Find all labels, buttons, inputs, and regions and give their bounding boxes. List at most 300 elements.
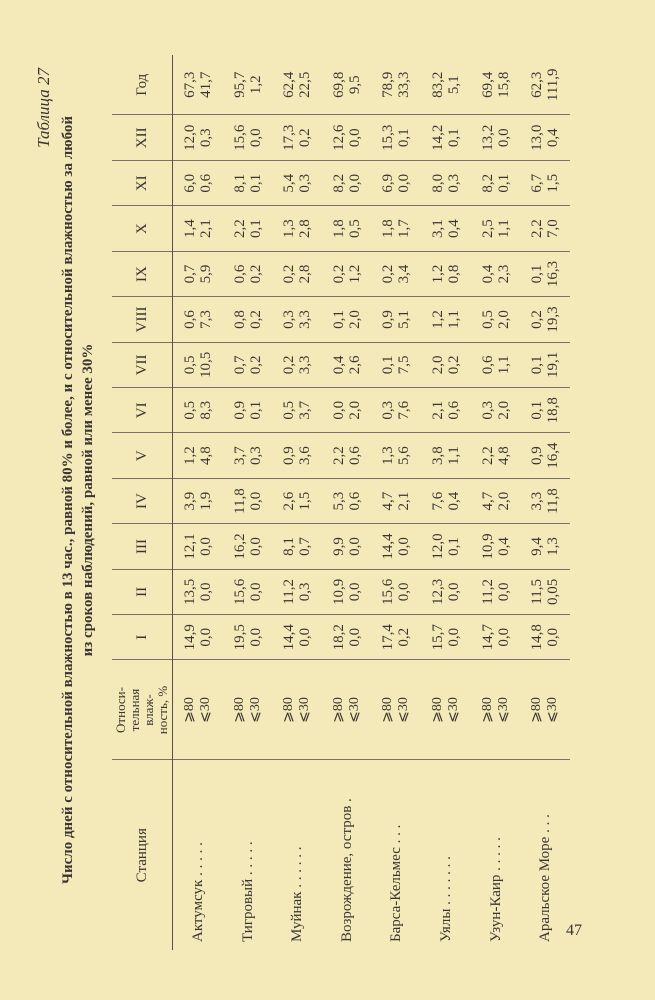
value-ge80: 0,5 <box>181 400 198 420</box>
value-le30: 0,2 <box>445 355 462 375</box>
value-le30: 0,4 <box>545 128 562 148</box>
value-ge80: 10,9 <box>330 578 347 606</box>
header-station: Станция <box>112 760 173 950</box>
station-name: Тигровый . . . . . <box>239 841 256 942</box>
table-row <box>520 55 570 950</box>
value-le30: 1,2 <box>247 75 264 95</box>
value-le30: 0,0 <box>445 582 462 602</box>
value-ge80: 0,7 <box>181 264 198 284</box>
value-ge80: 0,2 <box>529 310 546 329</box>
month-value-cell <box>322 478 372 523</box>
value-le30: 19,1 <box>545 351 562 378</box>
value-le30: 0,0 <box>297 627 314 647</box>
value-ge80: 0,2 <box>281 355 298 375</box>
month-value-cell <box>372 388 422 433</box>
value-ge80: 1,4 <box>181 219 198 239</box>
value-le30: 18,8 <box>545 397 562 424</box>
value-ge80: 11,2 <box>281 579 298 605</box>
value-ge80: 0,6 <box>231 264 248 284</box>
month-value-cell <box>520 161 570 206</box>
month-value-cell <box>471 478 521 523</box>
month-value-cell <box>471 388 521 433</box>
value-ge80: 3,3 <box>529 491 546 511</box>
value-ge80: 8,0 <box>429 173 446 193</box>
value-ge80: 1,3 <box>281 219 298 239</box>
value-le30: 0,4 <box>495 537 512 556</box>
value-le30: 0,1 <box>247 219 264 239</box>
header-month: IV <box>112 478 173 523</box>
station-name: Барса-Кельмес . . . <box>388 824 405 942</box>
value-ge80: 3,9 <box>181 491 198 511</box>
table-row <box>421 55 471 950</box>
month-value-cell <box>223 388 273 433</box>
month-value-cell <box>272 569 322 614</box>
value-ge80: 9,4 <box>529 537 546 556</box>
month-value-cell <box>173 615 223 660</box>
value-le30: 33,3 <box>396 71 413 98</box>
year-value-cell <box>223 55 273 115</box>
month-value-cell <box>421 251 471 296</box>
value-le30: 0,3 <box>297 582 314 602</box>
value-le30: 0,0 <box>445 627 462 647</box>
month-value-cell <box>173 478 223 523</box>
value-le30: 0,2 <box>247 310 264 329</box>
month-value-cell <box>272 161 322 206</box>
value-ge80: 0,2 <box>330 264 347 284</box>
month-value-cell <box>421 433 471 478</box>
header-month: VII <box>112 342 173 387</box>
value-le30: 0,2 <box>247 264 264 284</box>
value-le30: 2,0 <box>346 400 363 420</box>
value-ge80: 0,2 <box>281 264 298 284</box>
value-ge80: 62,3 <box>529 71 546 98</box>
value-le30: 0,7 <box>297 537 314 556</box>
month-value-cell <box>322 206 372 251</box>
year-value-cell <box>372 55 422 115</box>
month-value-cell <box>421 524 471 569</box>
value-ge80: 0,8 <box>231 310 248 329</box>
year-value-cell <box>173 55 223 115</box>
value-ge80: 19,5 <box>231 624 248 651</box>
month-value-cell <box>471 115 521 161</box>
month-value-cell <box>372 433 422 478</box>
value-ge80: 13,0 <box>529 124 546 151</box>
humidity-thresholds: ⩾80 ⩽30 <box>322 660 372 760</box>
value-le30: 1,5 <box>297 491 314 511</box>
value-le30: 7,5 <box>396 355 413 375</box>
month-value-cell <box>272 524 322 569</box>
year-value-cell <box>471 55 521 115</box>
value-le30: 0,6 <box>346 446 363 466</box>
month-value-cell <box>520 206 570 251</box>
station-name: Актумсук . . . . . <box>189 842 206 942</box>
header-month: I <box>112 615 173 660</box>
month-value-cell <box>223 297 273 342</box>
value-ge80: 78,9 <box>380 71 397 98</box>
value-le30: 5,1 <box>396 310 413 329</box>
value-le30: 1,1 <box>495 355 512 375</box>
month-value-cell <box>223 433 273 478</box>
value-ge80: 0,4 <box>479 264 496 284</box>
table-row <box>223 55 273 950</box>
value-ge80: 9,9 <box>330 537 347 556</box>
value-le30: 1,1 <box>495 219 512 239</box>
value-le30: 4,8 <box>197 446 214 466</box>
month-value-cell <box>173 569 223 614</box>
value-ge80: 13,2 <box>479 124 496 151</box>
value-ge80: 12,6 <box>330 124 347 151</box>
month-value-cell <box>272 115 322 161</box>
value-le30: 0,0 <box>197 582 214 602</box>
value-ge80: 14,9 <box>181 624 198 651</box>
value-le30: 0,3 <box>445 173 462 193</box>
value-ge80: 6,9 <box>380 173 397 193</box>
month-value-cell <box>520 388 570 433</box>
station-name: Возрождение, остров . <box>338 798 355 942</box>
value-ge80: 0,9 <box>529 446 546 466</box>
month-value-cell <box>223 161 273 206</box>
value-ge80: 8,1 <box>281 537 298 556</box>
value-le30: 0,0 <box>346 128 363 148</box>
value-ge80: 0,9 <box>281 446 298 466</box>
header-month: IX <box>112 251 173 296</box>
value-le30: 0,0 <box>495 627 512 647</box>
value-le30: 0,0 <box>396 582 413 602</box>
month-value-cell <box>223 524 273 569</box>
humidity-thresholds: ⩾80 ⩽30 <box>372 660 422 760</box>
value-le30: 0,0 <box>247 582 264 602</box>
value-ge80: 8,1 <box>231 173 248 193</box>
value-le30: 0,1 <box>247 173 264 193</box>
month-value-cell <box>372 615 422 660</box>
value-ge80: 3,8 <box>429 446 446 466</box>
title-line-1: Число дней с относительной влажностью в 13 час., равной 80% и более, и с относительной влажностью за любой <box>60 115 76 885</box>
header-humidity: Относи- тельная влаж- ность, % <box>112 660 173 760</box>
value-le30: 2,0 <box>346 310 363 329</box>
month-value-cell <box>421 206 471 251</box>
month-value-cell <box>223 569 273 614</box>
value-ge80: 14,7 <box>479 624 496 651</box>
table-number: Таблица 27 <box>34 68 53 148</box>
value-ge80: 6,7 <box>529 173 546 193</box>
value-ge80: 0,9 <box>231 400 248 420</box>
value-le30: 3,7 <box>297 400 314 420</box>
humidity-thresholds: ⩾80 ⩽30 <box>223 660 273 760</box>
month-value-cell <box>421 569 471 614</box>
month-value-cell <box>173 297 223 342</box>
value-ge80: 4,7 <box>380 491 397 511</box>
month-value-cell <box>520 524 570 569</box>
value-le30: 0,1 <box>396 128 413 148</box>
value-ge80: 0,3 <box>380 400 397 420</box>
value-le30: 16,4 <box>545 442 562 469</box>
value-ge80: 11,2 <box>479 579 496 605</box>
value-ge80: 0,1 <box>529 400 546 420</box>
value-ge80: 5,4 <box>281 173 298 193</box>
month-value-cell <box>173 115 223 161</box>
header-month: VIII <box>112 297 173 342</box>
month-value-cell <box>520 251 570 296</box>
station-name: Узун-Каир . . . . . <box>487 837 504 942</box>
month-value-cell <box>372 524 422 569</box>
value-le30: 0,4 <box>445 219 462 239</box>
month-value-cell <box>471 524 521 569</box>
table-row <box>322 55 372 950</box>
value-le30: 0,0 <box>396 173 413 193</box>
header-row <box>112 55 173 950</box>
value-le30: 0,0 <box>495 582 512 602</box>
month-value-cell <box>421 615 471 660</box>
month-value-cell <box>223 342 273 387</box>
humidity-thresholds: ⩾80 ⩽30 <box>520 660 570 760</box>
value-le30: 0,0 <box>495 128 512 148</box>
value-ge80: 0,1 <box>529 264 546 284</box>
month-value-cell <box>173 433 223 478</box>
value-le30: 0,6 <box>197 173 214 193</box>
value-ge80: 2,2 <box>330 446 347 466</box>
value-le30: 3,4 <box>396 264 413 284</box>
value-ge80: 1,2 <box>429 310 446 329</box>
month-value-cell <box>520 115 570 161</box>
value-le30: 2,8 <box>297 264 314 284</box>
value-ge80: 14,4 <box>380 533 397 560</box>
value-le30: 2,8 <box>297 219 314 239</box>
month-value-cell <box>223 206 273 251</box>
title-line-2: из сроков наблюдений, равной или менее 30% <box>80 343 96 657</box>
month-value-cell <box>272 478 322 523</box>
header-year: Год <box>112 55 173 115</box>
month-value-cell <box>520 615 570 660</box>
value-ge80: 1,2 <box>429 264 446 284</box>
value-ge80: 15,6 <box>380 578 397 606</box>
value-ge80: 11,5 <box>529 579 546 605</box>
month-value-cell <box>520 342 570 387</box>
month-value-cell <box>372 478 422 523</box>
month-value-cell <box>520 297 570 342</box>
month-value-cell <box>223 115 273 161</box>
month-value-cell <box>471 161 521 206</box>
table-row <box>372 55 422 950</box>
value-ge80: 10,9 <box>479 533 496 560</box>
year-value-cell <box>520 55 570 115</box>
month-value-cell <box>471 206 521 251</box>
year-value-cell <box>421 55 471 115</box>
value-ge80: 2,2 <box>479 446 496 466</box>
value-le30: 1,1 <box>445 446 462 466</box>
month-value-cell <box>322 161 372 206</box>
month-value-cell <box>322 388 372 433</box>
value-le30: 0,3 <box>297 173 314 193</box>
month-value-cell <box>520 569 570 614</box>
value-le30: 3,3 <box>297 310 314 329</box>
page-number: 47 <box>566 922 582 939</box>
month-value-cell <box>520 478 570 523</box>
value-le30: 0,0 <box>545 627 562 647</box>
month-value-cell <box>272 251 322 296</box>
value-le30: 0,2 <box>297 128 314 148</box>
table-row <box>272 55 322 950</box>
humidity-table <box>112 55 570 950</box>
month-value-cell <box>223 478 273 523</box>
value-le30: 0,0 <box>197 627 214 647</box>
month-value-cell <box>322 115 372 161</box>
value-ge80: 0,5 <box>479 310 496 329</box>
value-ge80: 0,5 <box>281 400 298 420</box>
value-le30: 0,6 <box>346 491 363 511</box>
value-le30: 0,05 <box>545 578 562 606</box>
value-ge80: 69,8 <box>330 71 347 98</box>
month-value-cell <box>421 115 471 161</box>
header-month: XII <box>112 115 173 161</box>
value-ge80: 69,4 <box>479 71 496 98</box>
month-value-cell <box>173 524 223 569</box>
value-ge80: 1,8 <box>330 219 347 239</box>
humidity-thresholds: ⩾80 ⩽30 <box>471 660 521 760</box>
month-value-cell <box>421 161 471 206</box>
month-value-cell <box>471 615 521 660</box>
value-le30: 41,7 <box>197 71 214 98</box>
value-le30: 0,1 <box>495 173 512 193</box>
value-le30: 1,2 <box>346 264 363 284</box>
value-le30: 5,9 <box>197 264 214 284</box>
value-ge80: 67,3 <box>181 71 198 98</box>
value-ge80: 0,9 <box>380 310 397 329</box>
value-le30: 0,0 <box>346 537 363 556</box>
header-month: II <box>112 569 173 614</box>
value-le30: 0,6 <box>445 400 462 420</box>
value-ge80: 3,1 <box>429 219 446 239</box>
value-ge80: 62,4 <box>281 71 298 98</box>
month-value-cell <box>322 251 372 296</box>
year-value-cell <box>322 55 372 115</box>
month-value-cell <box>173 206 223 251</box>
value-le30: 1,3 <box>545 537 562 556</box>
value-ge80: 8,2 <box>479 173 496 193</box>
month-value-cell <box>471 297 521 342</box>
header-month: X <box>112 206 173 251</box>
value-le30: 2,3 <box>495 264 512 284</box>
month-value-cell <box>272 388 322 433</box>
month-value-cell <box>471 433 521 478</box>
month-value-cell <box>372 251 422 296</box>
value-le30: 0,1 <box>247 400 264 420</box>
month-value-cell <box>471 251 521 296</box>
value-ge80: 1,8 <box>380 219 397 239</box>
value-le30: 0,0 <box>247 627 264 647</box>
value-ge80: 2,2 <box>529 219 546 239</box>
value-le30: 1,1 <box>445 310 462 329</box>
value-le30: 0,8 <box>445 264 462 284</box>
month-value-cell <box>322 615 372 660</box>
value-ge80: 0,3 <box>479 400 496 420</box>
month-value-cell <box>322 433 372 478</box>
month-value-cell <box>372 206 422 251</box>
month-value-cell <box>471 569 521 614</box>
value-le30: 0,1 <box>445 128 462 148</box>
value-le30: 0,2 <box>247 355 264 375</box>
value-le30: 7,0 <box>545 219 562 239</box>
value-ge80: 12,0 <box>181 124 198 151</box>
value-ge80: 8,2 <box>330 173 347 193</box>
month-value-cell <box>372 569 422 614</box>
value-ge80: 14,8 <box>529 624 546 651</box>
humidity-thresholds: ⩾80 ⩽30 <box>173 660 223 760</box>
value-le30: 16,3 <box>545 260 562 288</box>
value-le30: 0,0 <box>247 537 264 556</box>
value-ge80: 15,7 <box>429 624 446 651</box>
month-value-cell <box>272 433 322 478</box>
value-ge80: 2,5 <box>479 219 496 239</box>
month-value-cell <box>372 161 422 206</box>
value-le30: 11,8 <box>545 488 562 514</box>
value-le30: 111,9 <box>545 68 562 102</box>
value-ge80: 2,6 <box>281 491 298 511</box>
value-le30: 2,1 <box>396 491 413 511</box>
humidity-thresholds: ⩾80 ⩽30 <box>421 660 471 760</box>
value-ge80: 17,4 <box>380 624 397 651</box>
value-ge80: 2,2 <box>231 219 248 239</box>
value-ge80: 16,2 <box>231 533 248 560</box>
value-ge80: 0,7 <box>231 355 248 375</box>
month-value-cell <box>520 433 570 478</box>
month-value-cell <box>322 569 372 614</box>
value-ge80: 0,1 <box>330 310 347 329</box>
value-le30: 0,0 <box>247 128 264 148</box>
value-le30: 2,1 <box>197 219 214 239</box>
month-value-cell <box>421 478 471 523</box>
value-ge80: 4,7 <box>479 491 496 511</box>
value-ge80: 5,3 <box>330 491 347 511</box>
value-ge80: 13,5 <box>181 578 198 606</box>
value-ge80: 0,6 <box>479 355 496 375</box>
year-value-cell <box>272 55 322 115</box>
value-le30: 1,9 <box>197 491 214 511</box>
month-value-cell <box>272 342 322 387</box>
value-ge80: 0,1 <box>380 355 397 375</box>
value-le30: 2,6 <box>346 355 363 375</box>
header-month: III <box>112 524 173 569</box>
value-le30: 0,0 <box>346 173 363 193</box>
value-le30: 10,5 <box>197 351 214 378</box>
month-value-cell <box>272 297 322 342</box>
value-ge80: 2,0 <box>429 355 446 375</box>
value-le30: 0,0 <box>346 627 363 647</box>
value-ge80: 18,2 <box>330 624 347 651</box>
value-le30: 15,8 <box>495 71 512 98</box>
value-ge80: 2,1 <box>429 400 446 420</box>
value-ge80: 0,1 <box>529 355 546 375</box>
value-ge80: 0,3 <box>281 310 298 329</box>
month-value-cell <box>322 342 372 387</box>
value-ge80: 0,0 <box>330 400 347 420</box>
value-le30: 0,2 <box>396 627 413 647</box>
value-le30: 0,1 <box>445 537 462 556</box>
value-ge80: 6,0 <box>181 173 198 193</box>
humidity-thresholds: ⩾80 ⩽30 <box>272 660 322 760</box>
month-value-cell <box>471 342 521 387</box>
header-month: V <box>112 433 173 478</box>
value-ge80: 1,2 <box>181 446 198 466</box>
month-value-cell <box>372 297 422 342</box>
value-le30: 3,3 <box>297 355 314 375</box>
value-ge80: 7,6 <box>429 491 446 511</box>
value-le30: 0,4 <box>445 491 462 511</box>
value-ge80: 95,7 <box>231 71 248 98</box>
value-le30: 0,0 <box>247 491 264 511</box>
value-ge80: 3,7 <box>231 446 248 466</box>
month-value-cell <box>173 342 223 387</box>
value-le30: 0,0 <box>396 537 413 556</box>
